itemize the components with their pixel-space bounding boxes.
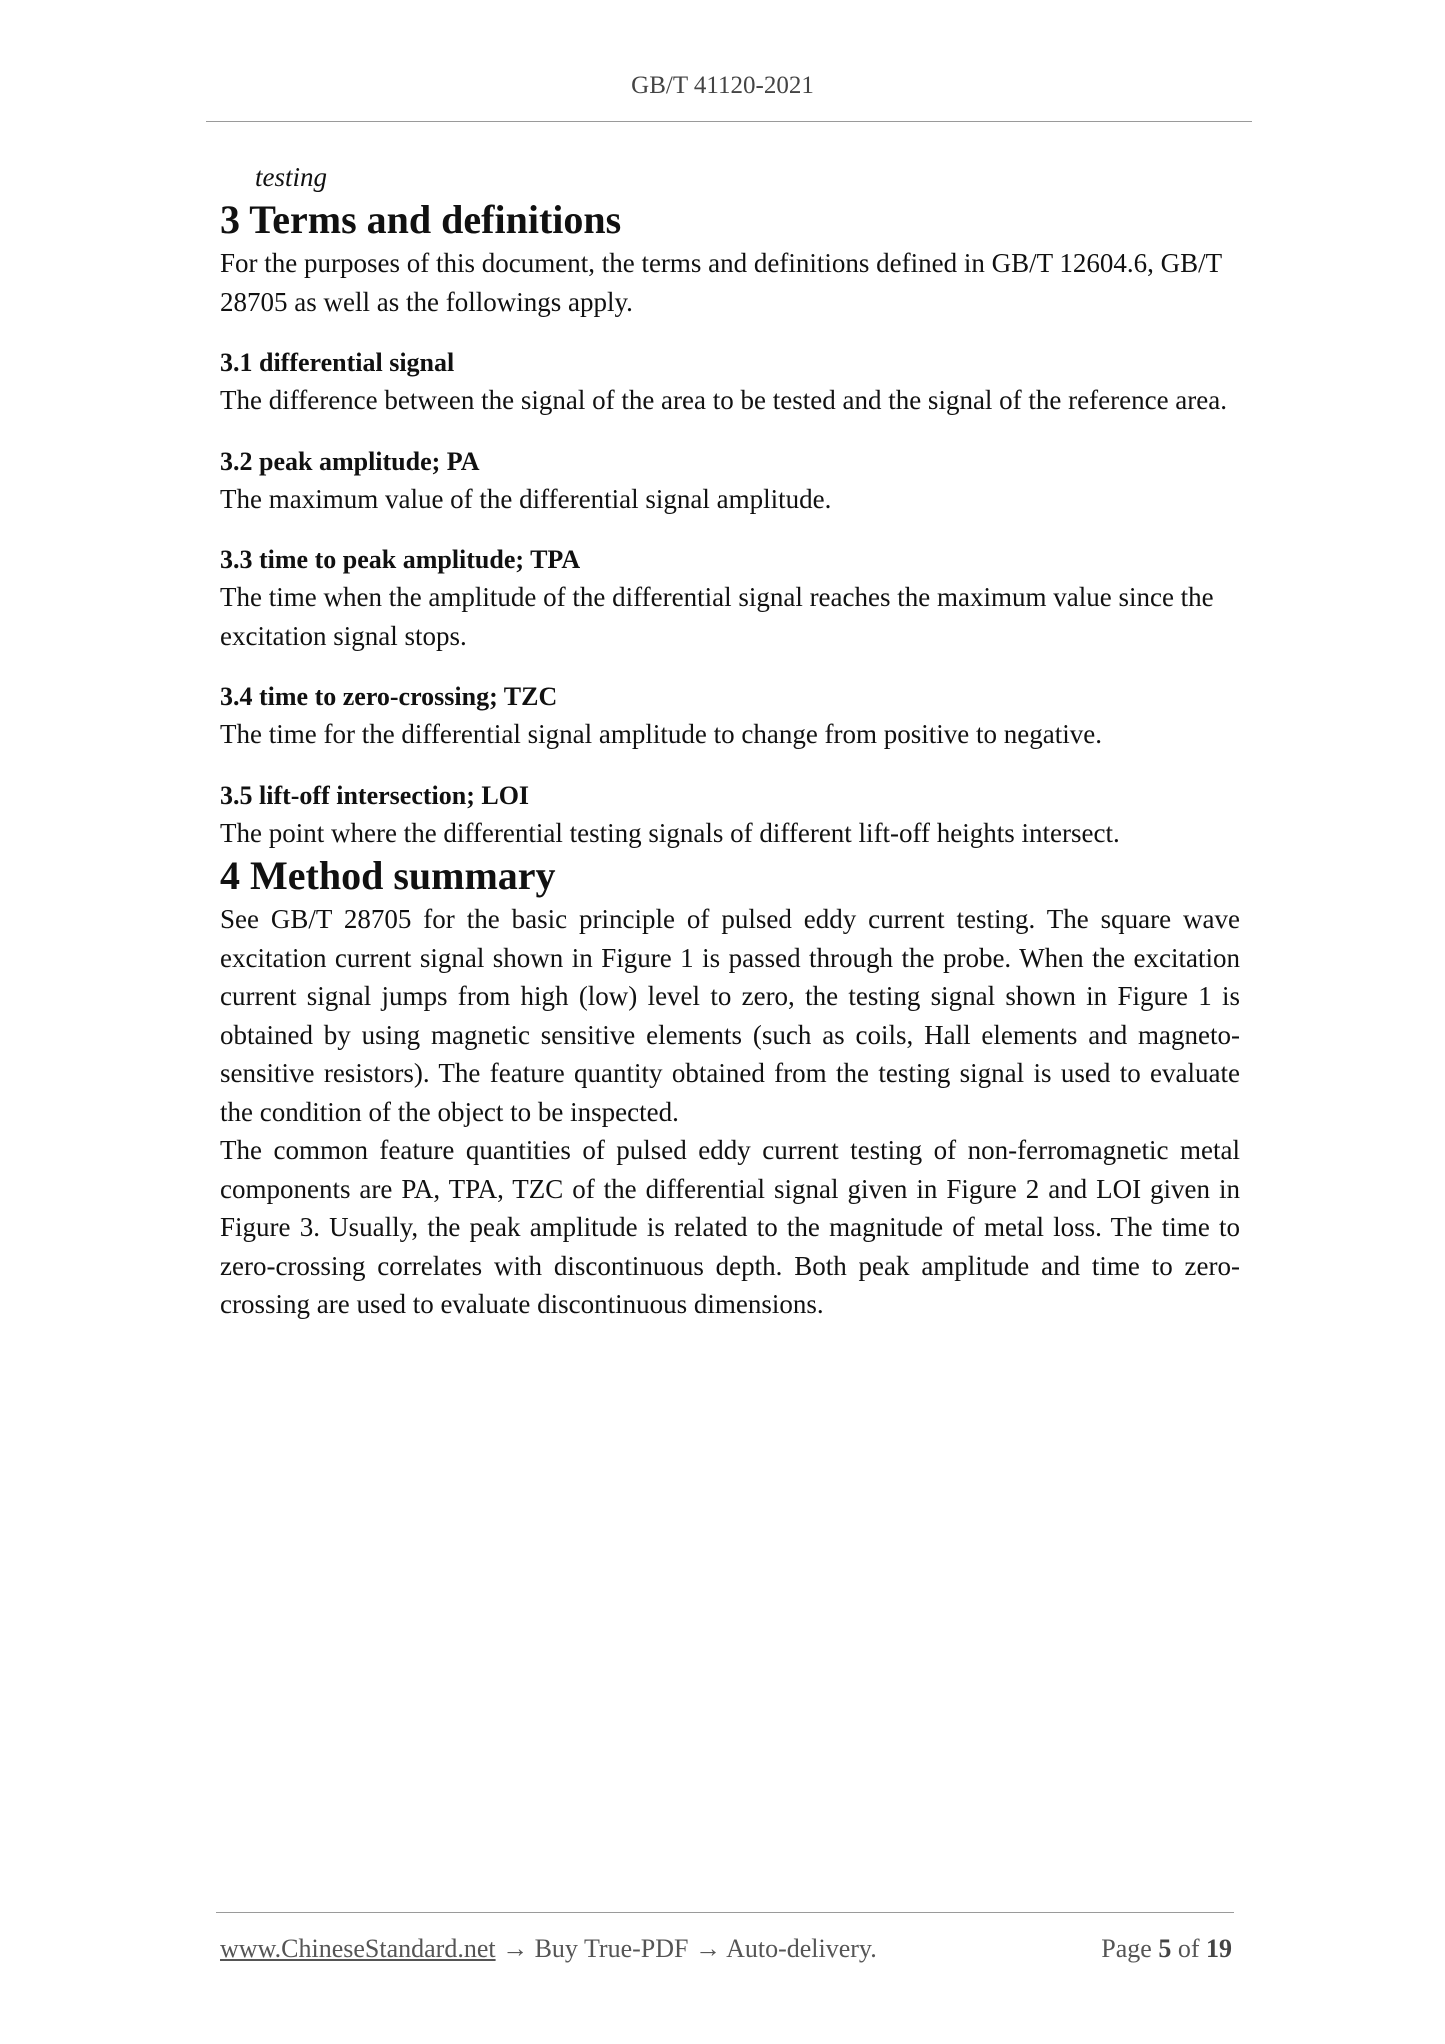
- footer-divider: [216, 1912, 1234, 1913]
- page-footer: [220, 1931, 1232, 1967]
- term-3-1-definition: The difference between the signal of the area to be tested and the signal of the reference area.: [220, 385, 1227, 415]
- document-body: [220, 150, 1240, 1324]
- term-3-5-title: 3.5 lift-off intersection; LOI: [220, 780, 530, 810]
- term-3-4-title: 3.4 time to zero-crossing; TZC: [220, 682, 558, 711]
- term-3-3-title: 3.3 time to peak amplitude; TPA: [220, 545, 581, 574]
- website-link[interactable]: www.ChineseStandard.net: [220, 1934, 496, 1963]
- section-4-paragraph: See GB/T 28705 for the basic principle of pulsed eddy current testing. The square wave excitation current signal shown in Figure 1 is passed through the probe. When the excitation current signal jumps from high (low) level to zero, the testing signal shown in Figure 1 is obtained by using magnetic sensitive elements (such as coils, Hall elements and magneto-sensitive resistors). The feature quantity obtained from the testing signal is used to evaluate the condition of the object to be inspected.: [220, 904, 1240, 1127]
- term-3-1-title: 3.1 differential signal: [220, 348, 455, 377]
- term-3-5-definition: The point where the differential testing signals of different lift-off heights intersect.: [220, 817, 1120, 848]
- section-4-title: 4 Method summary: [220, 853, 556, 898]
- total-pages-number: 19: [1206, 1934, 1232, 1963]
- auto-delivery-text: Auto-delivery.: [726, 1934, 877, 1963]
- continued-text: testing: [255, 162, 327, 192]
- footer-links: [220, 1931, 877, 1967]
- buy-true-pdf-link[interactable]: Buy True-PDF: [534, 1934, 689, 1963]
- of-label: of: [1177, 1934, 1200, 1963]
- term-3-2-definition: The maximum value of the differential signal amplitude.: [220, 483, 832, 514]
- page-indicator: [1101, 1931, 1232, 1967]
- page-header: GB/T 41120-2021: [631, 72, 814, 99]
- current-page-number: 5: [1158, 1934, 1172, 1963]
- section-4-paragraph: The common feature quantities of pulsed eddy current testing of non-ferromagnetic metal components are PA, TPA, TZC of the differential signal given in Figure 2 and LOI given in Figure 3. Usually, the peak amplitude is related to the magnitude of metal loss. The time to zero-crossing correlates with discontinuous depth. Both peak amplitude and time to zero-crossing are used to evaluate discontinuous dimensions.: [220, 1135, 1240, 1319]
- section-3-title: 3 Terms and definitions: [220, 197, 622, 242]
- section-3-intro: For the purposes of this document, the terms and definitions defined in GB/T 12604.6, GB/T 28705 as well as the followings apply.: [220, 248, 1222, 317]
- header-divider: [206, 121, 1252, 122]
- term-3-2-title: 3.2 peak amplitude; PA: [220, 446, 480, 476]
- term-3-3-definition: The time when the amplitude of the differential signal reaches the maximum value since the excitation signal stops.: [220, 582, 1214, 651]
- term-3-4-definition: The time for the differential signal amplitude to change from positive to negative.: [220, 719, 1102, 749]
- arrow-right-icon: →: [502, 1934, 529, 1963]
- page-label: Page: [1101, 1934, 1152, 1963]
- arrow-right-icon: →: [695, 1934, 721, 1963]
